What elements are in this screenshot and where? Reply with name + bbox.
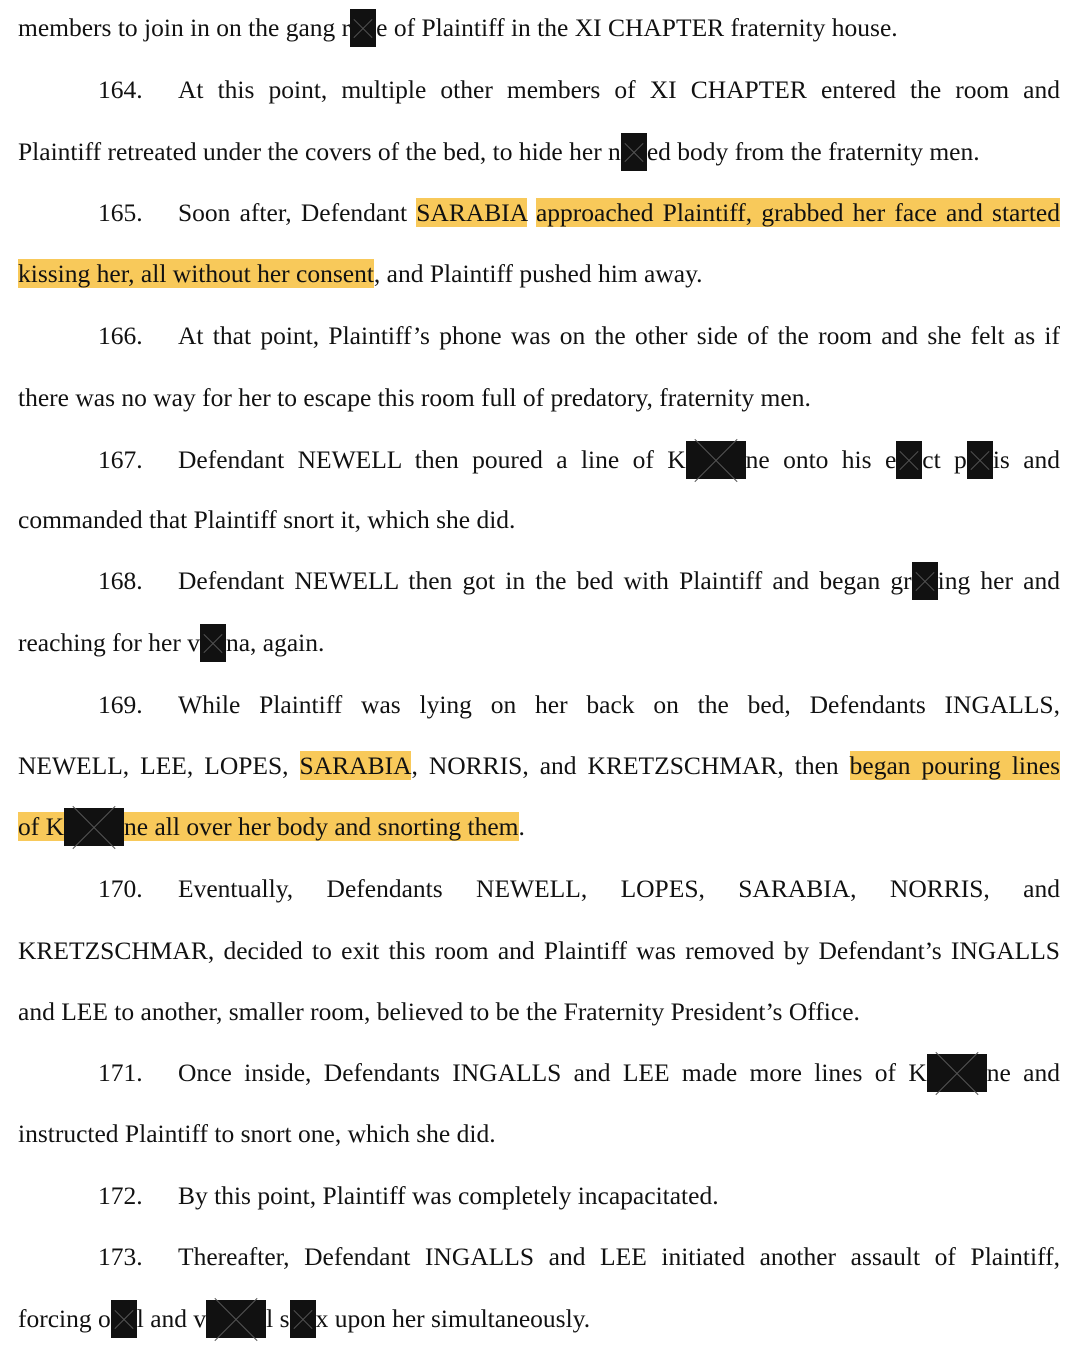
- text-line: [18, 378, 1060, 418]
- paragraph-169-first-line: [18, 685, 1060, 725]
- text-line: [18, 1299, 1060, 1339]
- text-span: At this point, multiple other members of XI CHAPTER entered the room and: [178, 75, 1060, 104]
- paragraph-number: 167.: [98, 445, 143, 474]
- paragraph-166-first-line: [18, 316, 1060, 356]
- text-line: [18, 807, 1060, 847]
- redaction-box: [896, 441, 922, 479]
- paragraph-number: 165.: [98, 198, 143, 227]
- text-span: ing her and: [937, 566, 1060, 595]
- paragraph-173-first-line: [18, 1237, 1060, 1277]
- text-line: [18, 623, 1060, 663]
- redaction-box: [64, 808, 124, 846]
- redaction-box: [927, 1054, 987, 1092]
- text-line: [18, 931, 1060, 971]
- redaction-box: [686, 441, 746, 479]
- text-span: NEWELL, LEE, LOPES,: [18, 751, 300, 780]
- highlighted-text: approached Plaintiff, grabbed her face and started: [535, 198, 1060, 227]
- paragraph-number: 164.: [98, 75, 143, 104]
- redaction-box: [350, 9, 376, 47]
- text-line: [18, 8, 1060, 48]
- text-span: , and Plaintiff pushed him away.: [373, 259, 703, 288]
- text-span: l s: [266, 1304, 290, 1333]
- text-span: commanded that Plaintiff snort it, which she did.: [18, 505, 516, 534]
- paragraph-167-first-line: [18, 440, 1060, 480]
- highlighted-text: kissing her, all without her consent: [18, 259, 374, 288]
- paragraph-164-first-line: [18, 70, 1060, 110]
- redaction-box: [621, 133, 647, 171]
- paragraph-number: 172.: [98, 1181, 143, 1210]
- text-span: there was no way for her to escape this room full of predatory, fraternity men.: [18, 383, 811, 412]
- highlighted-text: began pouring lines: [849, 751, 1061, 780]
- redaction-box: [200, 624, 226, 662]
- paragraph-number: 170.: [98, 874, 143, 903]
- text-span: Once inside, Defendants INGALLS and LEE made more lines of K: [178, 1058, 927, 1087]
- paragraph-number: 166.: [98, 321, 143, 350]
- highlighted-text: SARABIA: [416, 198, 527, 227]
- text-span: ct p: [922, 445, 967, 474]
- paragraph-number: 169.: [98, 690, 143, 719]
- text-span: ed body from the fraternity men.: [646, 137, 980, 166]
- text-line: [18, 746, 1060, 786]
- text-span: KRETZSCHMAR, decided to exit this room and Plaintiff was removed by Defendant’s INGALLS: [18, 936, 1060, 965]
- paragraph-168-first-line: [18, 561, 1060, 601]
- text-span: By this point, Plaintiff was completely incapacitated.: [178, 1181, 719, 1210]
- paragraph-170-first-line: [18, 869, 1060, 909]
- text-line: [18, 254, 1060, 294]
- text-span: Defendant NEWELL then got in the bed with Plaintiff and began gr: [178, 566, 912, 595]
- text-span: na, again.: [225, 628, 325, 657]
- highlighted-text: of K: [18, 812, 65, 841]
- text-span: Soon after, Defendant: [178, 198, 417, 227]
- text-span: is and: [992, 445, 1061, 474]
- text-span: e of Plaintiff in the XI CHAPTER fraternity house.: [376, 13, 898, 42]
- redaction-box: [206, 1300, 266, 1338]
- text-span: .: [518, 812, 525, 841]
- text-span: Thereafter, Defendant INGALLS and LEE initiated another assault of Plaintiff,: [178, 1242, 1060, 1271]
- text-line: [18, 992, 1060, 1032]
- text-span: ne onto his e: [745, 445, 897, 474]
- text-span: Defendant NEWELL then poured a line of K: [178, 445, 686, 474]
- text-span: and LEE to another, smaller room, believed to be the Fraternity President’s Office.: [18, 997, 860, 1026]
- text-span: members to join in on the gang r: [18, 13, 351, 42]
- paragraph-number: 168.: [98, 566, 143, 595]
- text-span: ne and: [986, 1058, 1061, 1087]
- paragraph-number: 171.: [98, 1058, 143, 1087]
- paragraph-165-first-line: [18, 193, 1060, 233]
- text-span: Plaintiff retreated under the covers of the bed, to hide her n: [18, 137, 621, 166]
- text-span: While Plaintiff was lying on her back on the bed, Defendants INGALLS,: [178, 690, 1060, 719]
- text-span: x upon her simultaneously.: [315, 1304, 591, 1333]
- text-span: Eventually, Defendants NEWELL, LOPES, SARABIA, NORRIS, and: [178, 874, 1060, 903]
- redaction-box: [912, 562, 938, 600]
- text-span: instructed Plaintiff to snort one, which she did.: [18, 1119, 496, 1148]
- text-span: l and v: [136, 1304, 207, 1333]
- redaction-box: [111, 1300, 137, 1338]
- paragraph-171-first-line: [18, 1053, 1060, 1093]
- paragraph-number: 173.: [98, 1242, 143, 1271]
- text-span: At that point, Plaintiff’s phone was on the other side of the room and she felt as if: [178, 321, 1060, 350]
- redaction-box: [967, 441, 993, 479]
- text-line: [18, 132, 1060, 172]
- text-line: [18, 1114, 1060, 1154]
- text-span: forcing o: [18, 1304, 111, 1333]
- text-span: reaching for her v: [18, 628, 200, 657]
- highlighted-text: SARABIA: [299, 751, 412, 780]
- text-line: [18, 500, 1060, 540]
- highlighted-text: ne all over her body and snorting them: [124, 812, 519, 841]
- text-span: , NORRIS, and KRETZSCHMAR, then: [411, 751, 850, 780]
- redaction-box: [290, 1300, 316, 1338]
- text-span: [527, 198, 536, 227]
- paragraph-172-first-line: [18, 1176, 1060, 1216]
